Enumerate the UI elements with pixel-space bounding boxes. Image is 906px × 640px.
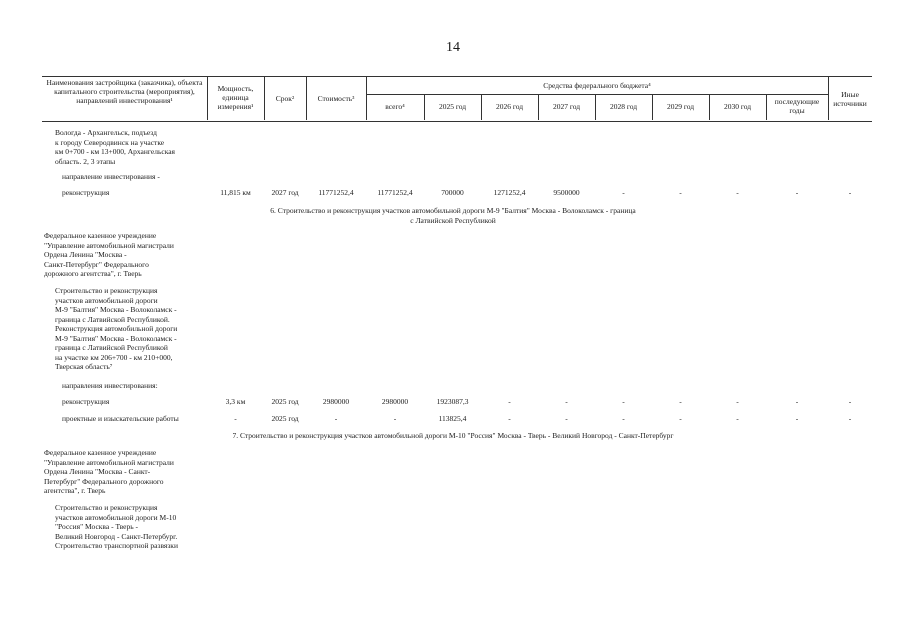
- row-value: -: [736, 188, 739, 197]
- row-name: реконструкция: [62, 188, 110, 197]
- row-value: 1923087,3: [436, 397, 469, 406]
- row-value: 9500000: [553, 188, 580, 197]
- object-name: Вологда - Архангельск, подъезд к городу Северодвинск на участке км 0+700 - км 13+000, Архангельская область. 2, 3 этапы: [55, 128, 176, 166]
- row-value: -: [622, 397, 625, 406]
- row-value: -: [622, 414, 625, 423]
- row-value: -: [736, 397, 739, 406]
- header-name: Наименования застройщика (заказчика), объекта капитального строительства (мероприятия), направлений инвестирования¹: [46, 78, 203, 105]
- customer-name: Федеральное казенное учреждение "Управление автомобильной магистрали Ордена Ленина "Москва - Санкт-Петербург" Федерального дорожного агентства", г. Тверь: [44, 231, 174, 278]
- row-term: 2027 год: [271, 188, 299, 197]
- row-cost: 11771252,4: [318, 188, 354, 197]
- object-name: Строительство и реконструкция участков автомобильной дороги М-10 "Россия" Москва - Тверь - Великий Новгород - Санкт-Петербург. Строительство транспортной развязки: [55, 503, 178, 550]
- header-sub: всего⁴: [385, 102, 405, 111]
- row-cost: -: [334, 414, 338, 423]
- header-capacity: Мощность, единица измерения¹: [217, 84, 254, 111]
- row-value: 11771252,4: [377, 188, 413, 197]
- row-value: -: [848, 188, 852, 197]
- row-value: -: [565, 414, 568, 423]
- row-capacity: 3,3 км: [225, 397, 246, 406]
- header-federal: Средства федерального бюджета⁴: [543, 81, 651, 90]
- header-other: Иные источники: [833, 90, 867, 108]
- row-value: 113825,4: [438, 414, 467, 423]
- header-sub: последующие годы: [774, 97, 820, 115]
- row-value: -: [622, 188, 625, 197]
- row-value: -: [565, 397, 568, 406]
- header-term: Срок²: [275, 94, 295, 103]
- row-name: проектные и изыскательские работы: [62, 414, 179, 423]
- header-sub-divider: [366, 94, 828, 95]
- page-number: 14: [446, 40, 460, 55]
- row-value: -: [508, 414, 511, 423]
- row-value: -: [679, 397, 682, 406]
- direction-label: направления инвестирования:: [62, 381, 158, 390]
- row-value: 2980000: [381, 397, 409, 406]
- row-value: 700000: [441, 188, 464, 197]
- row-value: -: [795, 188, 799, 197]
- object-name: Строительство и реконструкция участков автомобильной дороги М-9 "Балтия" Москва - Волоколамск - граница с Латвийской Республикой. Реконструкция автомобильной дороги М-9 "Балтия" Москва - Волоколамск - граница с Латвийской Республикой на участке км 206+700 - км 210+000, Тверская область⁷: [55, 286, 178, 371]
- header-cost: Стоимость³: [317, 94, 355, 103]
- row-term: 2025 год: [271, 414, 299, 423]
- row-value: -: [393, 414, 397, 423]
- header-sub: 2026 год: [495, 102, 524, 111]
- header-sub: 2027 год: [552, 102, 581, 111]
- section-title: 6. Строительство и реконструкция участков автомобильной дороги М-9 "Балтия" Москва - Волоколамск - граница с Латвийской Республикой: [270, 206, 636, 225]
- section-title: 7. Строительство и реконструкция участков автомобильной дороги М-10 "Россия" Москва - Тверь - Великий Новгород - Санкт-Петербург: [232, 431, 674, 440]
- row-value: -: [679, 414, 682, 423]
- customer-name: Федеральное казенное учреждение "Управление автомобильной магистрали Ордена Ленина "Москва - Санкт- Петербург" Федерального дорожного агентства", г. Тверь: [44, 448, 174, 495]
- row-cost: 2980000: [322, 397, 350, 406]
- row-value: -: [679, 188, 682, 197]
- row-value: 1271252,4: [493, 188, 526, 197]
- row-value: -: [848, 414, 852, 423]
- row-value: -: [508, 397, 511, 406]
- header-sub: 2030 год: [723, 102, 752, 111]
- row-capacity: 11,815 км: [220, 188, 251, 197]
- header-sub: 2025 год: [438, 102, 467, 111]
- row-capacity: -: [234, 414, 237, 423]
- header-sub: 2029 год: [666, 102, 695, 111]
- row-value: -: [795, 397, 799, 406]
- row-value: -: [795, 414, 799, 423]
- row-value: -: [848, 397, 852, 406]
- row-value: -: [736, 414, 739, 423]
- row-term: 2025 год: [271, 397, 299, 406]
- row-name: реконструкция: [62, 397, 110, 406]
- direction-label: направление инвестирования -: [62, 172, 160, 181]
- header-sub: 2028 год: [609, 102, 638, 111]
